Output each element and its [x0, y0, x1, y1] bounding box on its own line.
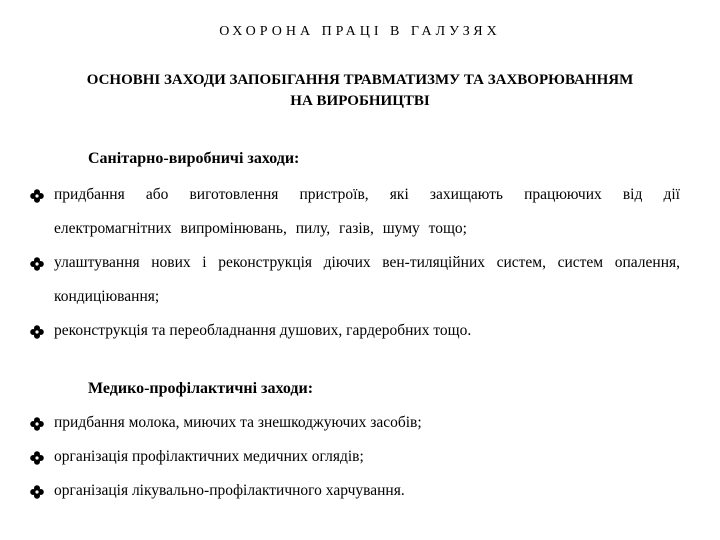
list-item	[30, 440, 680, 474]
list-item	[30, 474, 680, 508]
list-item	[30, 178, 680, 246]
list-item-text: організація профілактичних медичних оглядів;	[54, 448, 364, 465]
diamond-bullet-icon	[30, 189, 44, 203]
diamond-bullet-icon	[30, 485, 44, 499]
list-item	[30, 314, 680, 348]
list-item-text: придбання або виготовлення пристроїв, які захищають працюючих від дії електромагнітних випромінювань, пилу, газів, шуму тощо;	[54, 186, 680, 237]
bullet-list-sanitary	[30, 178, 680, 348]
diamond-bullet-icon	[30, 417, 44, 431]
list-item-text: улаштування нових і реконструкція діючих вен-тиляційних систем, систем опалення, кондиціювання;	[54, 254, 680, 305]
list-item-text: організація лікувально-профілактичного харчування.	[54, 482, 405, 499]
diamond-bullet-icon	[30, 451, 44, 465]
bullet-list-medical	[30, 406, 680, 508]
course-header: ОХОРОНА ПРАЦІ В ГАЛУЗЯХ	[219, 24, 501, 39]
section-heading-medical: Медико-профілактичні заходи:	[88, 380, 314, 397]
list-item-text: реконструкція та переобладнання душових, гардеробних тощо.	[54, 322, 472, 339]
page-title-line-1: ОСНОВНІ ЗАХОДИ ЗАПОБІГАННЯ ТРАВМАТИЗМУ ТА ЗАХВОРЮВАННЯМ	[86, 72, 634, 88]
list-item	[30, 406, 680, 440]
diamond-bullet-icon	[30, 325, 44, 339]
diamond-bullet-icon	[30, 257, 44, 271]
section-heading-sanitary: Санітарно-виробничі заходи:	[88, 150, 300, 167]
page-title-line-2: НА ВИРОБНИЦТВІ	[290, 93, 430, 109]
page-title	[20, 70, 700, 112]
list-item	[30, 246, 680, 314]
list-item-text: придбання молока, миючих та знешкоджуючих засобів;	[54, 414, 422, 431]
